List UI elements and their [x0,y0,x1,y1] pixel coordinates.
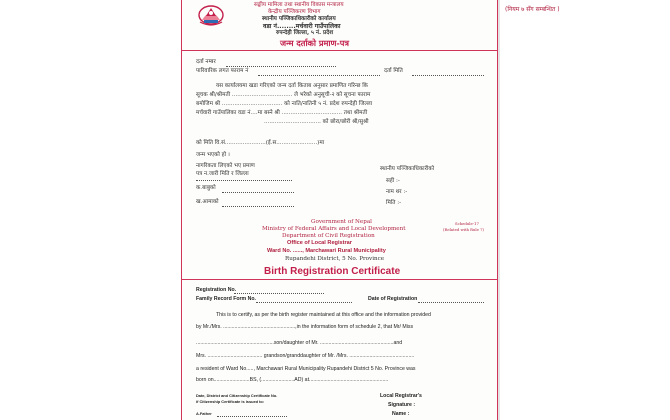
rule-reference-note: (नियम ७ सँग सम्बन्धित ) [505,6,560,13]
certification-text-np-1: यस कार्यालयमा खडा गरिएको जन्म दर्ता किताब अनुसार प्रमाणित गरिन्छ कि [216,83,368,89]
ministry-name-np: सङ्घीय मामिला तथा स्थानीय विकास मन्त्रालय [254,2,344,8]
family-record-line-np [258,75,380,76]
left-border-rule [181,0,182,420]
ward-municipality-np: वडा नं........मर्चवारी गाउँपालिका [263,23,341,30]
schedule-label: Schedule-17 [455,221,479,226]
local-registrar-label: Local Registrar's [380,393,422,399]
citizenship-label-np-1: नागरिकता लिएको भए प्रमाण [196,163,255,169]
registration-date-line-np [412,75,484,76]
date-label-np: मिति :- [386,200,402,206]
certification-text-1: This is to certify, as per the birth register maintained at this office and the information provided [216,312,431,318]
certification-text-6: born on.........................BS, (.......................AD) at....................................................... [196,377,389,383]
certification-text-2: by Mr./Mrs. ..................................................,in the information form of schedule 2, that Mr/ Miss [196,324,414,330]
father-label-np: क.बाबुको [196,185,216,191]
certification-text-np-4: मर्चवारी गाउँपालिका वडा नं....मा बस्ने श्री .................................. तथा श्रीमती [196,110,368,116]
district-province-np: रुपन्देही जिल्ला, ५ नं. प्रदेश [276,30,334,36]
rule-relation-label: (Related with Rule 7) [443,227,484,232]
certification-text-5: a resident of Ward No....., Marchawari Rural Municipality Rupandehi District 5 No. Province was [196,366,416,372]
registration-no-label: Registration No. [196,287,237,293]
registration-no-line [234,293,324,294]
citizenship-line-np [196,180,292,181]
signature-label: Signature : [388,402,416,408]
certification-text-3: ......................................................son/daughter of Mr. ...................................................and [196,340,403,346]
citizenship-label-2: if Citizenship Certificate is issued to: [196,399,265,404]
registration-date-label: Date of Registration [368,296,418,302]
certificate-title-en: Birth Registration Certificate [264,266,401,277]
certification-text-np-7: जन्म भएको हो । [196,152,230,158]
department-name-en: Department of Civil Registration [282,233,375,239]
right-border-rule [497,0,498,420]
government-name-en: Government of Nepal [311,219,372,225]
father-line [217,416,287,417]
office-name-en: Office of Local Registrar [287,240,352,246]
local-registrar-label-np: स्थानीय पञ्जिकाधिकारीको [380,166,435,172]
certificate-title-np: जन्म दर्ताको प्रमाण-पत्र [280,38,349,48]
father-label: A.Father [196,411,212,416]
office-name-np: स्थानीय पञ्जिकाधिकारीको कार्यालय [262,16,336,22]
citizenship-label-np-2: पत्र न.जारी मिति र जिल्ला [196,171,249,177]
signature-label-np: सही :- [386,178,400,184]
registration-no-label-np: दर्ता नम्बर [196,59,216,65]
certification-text-np-2: सूचक श्री/श्रीमती .................................. ले भरेको अनुसूची-२ को सूचना फाराम [196,92,371,98]
district-province-en: Rupandehi District, 5 No. Province [285,256,385,262]
title-en-rule [182,279,498,280]
registration-date-line [418,302,484,303]
citizenship-label-1: Date, District and Citizenship Certificate No. [196,393,278,398]
department-name-np: केन्द्रीय पञ्जिकरण विभाग [268,9,321,15]
nepal-emblem-icon [197,2,225,26]
certification-text-np-5: ................................ को छोरा/छोरी श्री/सुश्री [264,119,369,125]
name-label: Name : [392,411,410,417]
certification-text-np-6: को मिति वि.सं.......................(ई.स.......................)मा [196,140,325,146]
title-np-rule [182,50,498,51]
family-record-label-np: पारिवारिक लगत फाराम नं [196,68,249,74]
mother-line-np [222,206,294,207]
certification-text-4: Mrs. ...................................... grandson/granddaughter of Mr. /Mrs. ............................................. [196,353,415,359]
ward-municipality-en: Ward No. ......, Marchawari Rural Municipality [267,248,386,254]
certification-text-np-3: बमोजिम श्री .................................. को नाति/नातिनी ५ नं. प्रदेश रुपन्देही जिल्ला [196,101,373,107]
family-record-line [256,302,352,303]
ministry-name-en: Ministry of Federal Affairs and Local Development [262,226,406,232]
father-line-np [222,192,294,193]
registration-date-label-np: दर्ता मिति [384,68,403,74]
registration-no-line-np [226,66,336,67]
mother-label-np: ख.आमाको [196,199,219,205]
name-label-np: नाम थर :- [386,189,408,195]
family-record-label: Family Record Form No. [196,296,256,302]
